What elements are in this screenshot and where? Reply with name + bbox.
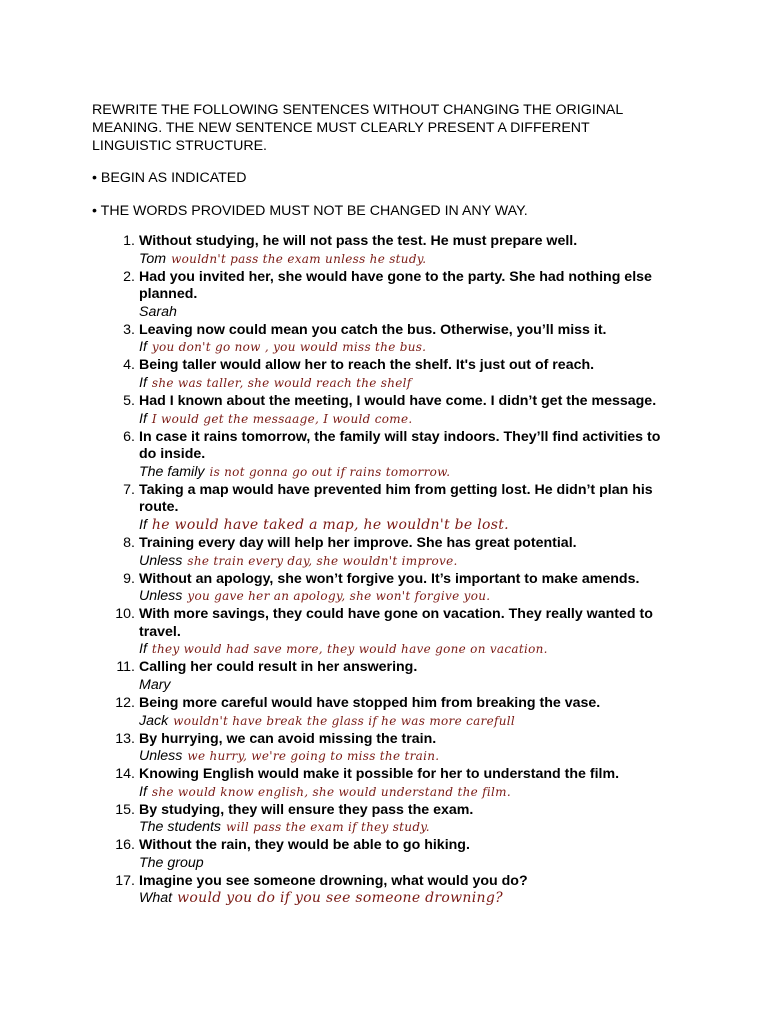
item-number: 10 . [115, 606, 135, 624]
item-question: Had I known about the meeting, I would have come. I didn’t get the message. [139, 392, 657, 409]
item-question: In case it rains tomorrow, the family will stay indoors. They’ll find activities to do inside. [139, 428, 661, 463]
exercise-item [92, 322, 672, 358]
item-question: Had you invited her, she would have gone to the party. She had nothing else planned. [139, 268, 652, 303]
exercise-item [92, 482, 672, 535]
exercise-item [92, 393, 672, 429]
answer-starter: What [139, 890, 173, 907]
answer-starter: If [139, 516, 147, 533]
answer-starter: The students [139, 819, 222, 836]
item-answer-line [139, 748, 672, 766]
rule-words-unchanged: • THE WORDS PROVIDED MUST NOT BE CHANGED IN ANY WAY. [92, 203, 528, 219]
item-question: Being taller would allow her to reach the shelf. It's just out of reach. [139, 357, 595, 374]
item-question: Calling her could result in her answering. [139, 659, 418, 676]
exercise-item [92, 695, 672, 731]
answer-starter: Sarah [139, 303, 177, 320]
answer-starter: Unless [139, 588, 183, 605]
item-answer-line [139, 339, 672, 357]
handwritten-answer: she train every day, she wouldn't improve. [187, 553, 458, 568]
item-answer-line [139, 411, 672, 429]
handwritten-answer: you don't go now , you would miss the bus. [151, 340, 427, 355]
exercise-item [92, 766, 672, 802]
item-question: With more savings, they could have gone on vacation. They really wanted to travel. [139, 606, 653, 640]
item-number: 4 . [115, 357, 135, 375]
exercise-item [92, 269, 672, 322]
item-number: 7 . [115, 482, 135, 500]
answer-starter: If [139, 410, 147, 427]
item-question: Taking a map would have prevented him from getting lost. He didn’t plan his route. [139, 481, 653, 516]
exercise-list [92, 233, 672, 908]
item-question: Being more careful would have stopped him from breaking the vase. [139, 694, 601, 711]
item-number: 2 . [115, 269, 135, 287]
item-number: 1 . [115, 233, 135, 251]
item-number: 14 . [115, 766, 135, 784]
answer-starter: Jack [139, 712, 169, 729]
handwritten-answer: she was taller, she would reach the shelf [151, 375, 412, 390]
item-answer-line [139, 713, 672, 731]
item-question: By hurrying, we can avoid missing the train. [139, 730, 437, 747]
item-number: 13 . [115, 731, 135, 749]
item-answer-line [139, 588, 672, 606]
item-question: Without the rain, they would be able to go hiking. [139, 837, 470, 854]
item-answer-line [139, 641, 672, 659]
item-answer-line [139, 251, 672, 269]
answer-starter: The family [139, 463, 205, 480]
item-number: 9 . [115, 571, 135, 589]
handwritten-answer: you gave her an apology, she won't forgive you. [187, 589, 491, 604]
exercise-item [92, 429, 672, 482]
answer-starter: Unless [139, 552, 183, 569]
item-number: 11 . [115, 659, 135, 677]
handwritten-answer: I would get the messaage, I would come. [151, 411, 413, 426]
item-question: Imagine you see someone drowning, what would you do? [139, 872, 528, 889]
answer-starter: Mary [139, 676, 171, 693]
answer-starter: Tom [139, 250, 167, 267]
handwritten-answer: wouldn't have break the glass if he was more carefull [173, 713, 516, 728]
handwritten-answer: she would know english, she would understand the film. [151, 784, 511, 799]
item-question: Without studying, he will not pass the test. He must prepare well. [139, 233, 578, 249]
instructions-text: REWRITE THE FOLLOWING SENTENCES WITHOUT CHANGING THE ORIGINAL MEANING. THE NEW SENTENCE MUST CLEARLY PRESENT A DIFFERENT LINGUISTIC STRUCTURE. [92, 102, 623, 154]
handwritten-answer: they would had save more, they would have gone on vacation. [151, 642, 548, 657]
item-number: 16 . [115, 837, 135, 855]
answer-starter: The group [139, 854, 204, 871]
rule-begin-as-indicated: • BEGIN AS INDICATED [92, 170, 247, 186]
handwritten-answer: we hurry, we're going to miss the train. [187, 749, 440, 764]
exercise-item [92, 535, 672, 571]
item-answer-line [139, 890, 672, 908]
exercise-item [92, 659, 672, 695]
item-question: Leaving now could mean you catch the bus. Otherwise, you’ll miss it. [139, 321, 607, 338]
exercise-item [92, 233, 672, 269]
exercise-item [92, 731, 672, 767]
handwritten-answer: would you do if you see someone drowning? [177, 890, 503, 907]
item-answer-line [139, 855, 672, 873]
item-number: 17 . [115, 873, 135, 891]
item-number: 5 . [115, 393, 135, 411]
item-answer-line [139, 819, 672, 837]
item-question: Without an apology, she won’t forgive you. It’s important to make amends. [139, 570, 640, 587]
item-number: 8 . [115, 535, 135, 553]
answer-starter: Unless [139, 748, 183, 765]
exercise-item [92, 837, 672, 873]
item-number: 3 . [115, 322, 135, 340]
exercise-item [92, 606, 672, 659]
answer-starter: If [139, 339, 147, 356]
item-answer-line [139, 517, 672, 535]
item-answer-line [139, 677, 672, 695]
item-number: 12 . [115, 695, 135, 713]
exercise-item [92, 802, 672, 838]
item-number: 15 . [115, 802, 135, 820]
answer-starter: If [139, 641, 147, 658]
item-answer-line [139, 553, 672, 571]
item-question: By studying, they will ensure they pass the exam. [139, 801, 474, 818]
item-question: Training every day will help her improve. She has great potential. [139, 534, 577, 551]
exercise-item [92, 357, 672, 393]
answer-starter: If [139, 374, 147, 391]
answer-starter: If [139, 783, 147, 800]
handwritten-answer: will pass the exam if they study. [226, 820, 430, 835]
item-answer-line [139, 464, 672, 482]
handwritten-answer: he would have taked a map, he wouldn't be lost. [151, 516, 509, 533]
item-answer-line [139, 375, 672, 393]
item-answer-line [139, 304, 672, 322]
exercise-item [92, 873, 672, 909]
item-answer-line [139, 784, 672, 802]
item-question: Knowing English would make it possible for her to understand the film. [139, 766, 620, 783]
handwritten-answer: wouldn't pass the exam unless he study. [171, 251, 427, 266]
item-number: 6 . [115, 429, 135, 447]
handwritten-answer: is not gonna go out if rains tomorrow. [209, 464, 451, 479]
exercise-item [92, 571, 672, 607]
